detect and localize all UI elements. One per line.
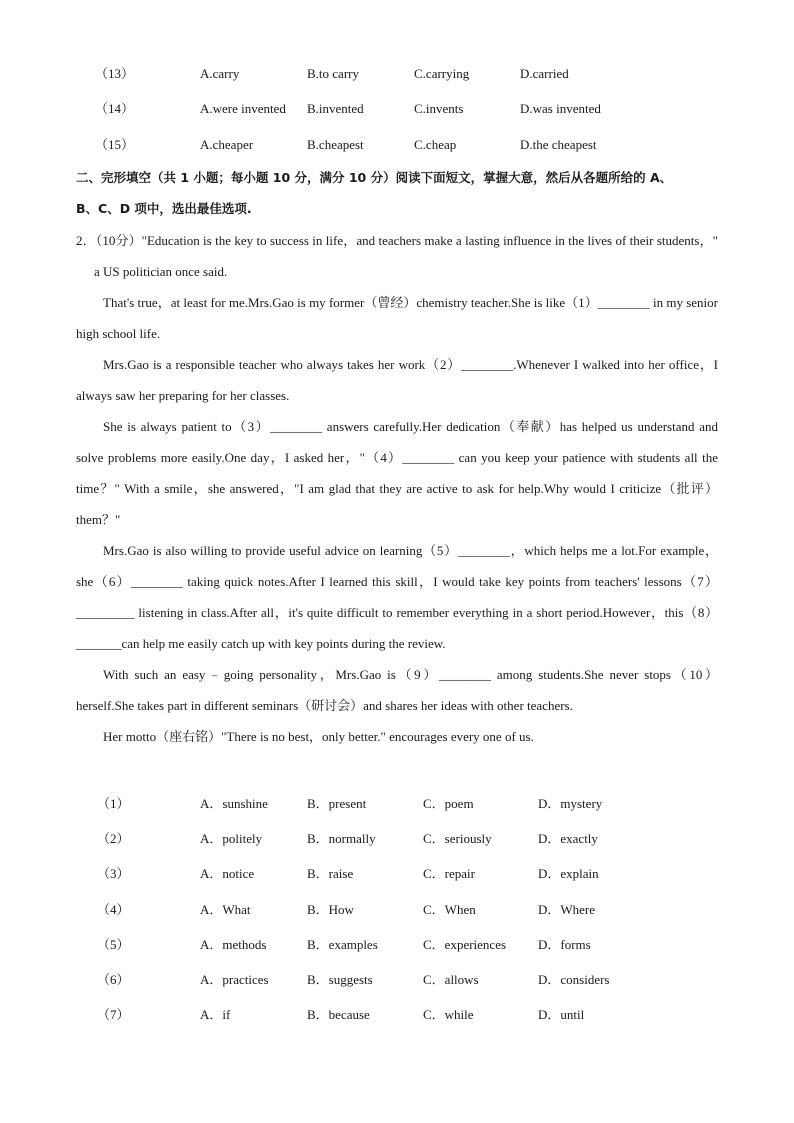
option-a: A．politely <box>200 831 263 846</box>
option-c: C．poem <box>423 796 474 811</box>
option-b: B.to carry <box>307 66 359 81</box>
passage-intro: 2．（10分）"Education is the key to success in life，and teachers make a lasting influence in the lives of their students，" a US politician once said. <box>76 233 718 279</box>
section-title <box>76 162 726 224</box>
passage-paragraph-4: Mrs.Gao is also willing to provide useful advice on learning（5）________，which helps me a lot.For example，she（6）________ taking quick notes.After I learned this skill，I would take key points from teachers' lessons（7）_________ listening in class.After all，it's quite difficult to remember everything in a short period.However，this（8）_______can help me easily catch up with key points during the review. <box>76 543 718 651</box>
option-d: D．mystery <box>538 796 603 811</box>
option-a: A．sunshine <box>200 796 268 811</box>
passage-paragraph-2: Mrs.Gao is a responsible teacher who always takes her work（2）________.Whenever I walked into her office，I always saw her preparing for her classes. <box>76 357 718 403</box>
question-number: （15） <box>95 137 135 152</box>
option-a: A．methods <box>200 937 267 952</box>
option-b: B．How <box>307 902 354 917</box>
option-row-2 <box>0 828 794 850</box>
option-d: D.carried <box>520 66 569 81</box>
question-number: （7） <box>97 1007 130 1022</box>
option-c: C．seriously <box>423 831 492 846</box>
option-a: A．if <box>200 1007 231 1022</box>
question-number: （3） <box>97 866 130 881</box>
option-c: C．repair <box>423 866 475 881</box>
option-d: D．considers <box>538 972 610 987</box>
section-title-line-2: B、C、D 项中，选出最佳选项. <box>76 201 252 216</box>
option-row-1 <box>0 793 794 815</box>
option-c: C.invents <box>414 101 464 116</box>
option-b: B．raise <box>307 866 354 881</box>
question-number: （5） <box>97 937 130 952</box>
passage-paragraph-6: Her motto（座右铭）"There is no best，only better." encourages every one of us. <box>103 729 534 744</box>
option-c: C.carrying <box>414 66 470 81</box>
option-row-5 <box>0 934 794 956</box>
option-a: A．notice <box>200 866 255 881</box>
option-d: D.was invented <box>520 101 601 116</box>
question-number: （4） <box>97 902 130 917</box>
option-d: D．forms <box>538 937 591 952</box>
option-b: B．normally <box>307 831 376 846</box>
option-b: B．examples <box>307 937 378 952</box>
option-row-14 <box>0 98 794 120</box>
option-a: A．practices <box>200 972 269 987</box>
option-row-7 <box>0 1004 794 1026</box>
option-row-15 <box>0 134 794 156</box>
option-d: D．exactly <box>538 831 598 846</box>
cloze-passage <box>76 225 718 752</box>
option-c: C.cheap <box>414 137 457 152</box>
question-number: （13） <box>95 66 135 81</box>
option-c: C．allows <box>423 972 479 987</box>
option-c: C．while <box>423 1007 474 1022</box>
question-number: （2） <box>97 831 130 846</box>
option-row-13 <box>0 63 794 85</box>
option-c: C．experiences <box>423 937 507 952</box>
passage-paragraph-5: With such an easy﹣going personality，Mrs.Gao is（9）________ among students.She never stops（10）herself.She takes part in different seminars（研讨会）and shares her ideas with other teachers. <box>76 667 718 713</box>
option-row-6 <box>0 969 794 991</box>
option-d: D．explain <box>538 866 599 881</box>
option-row-4 <box>0 899 794 921</box>
option-b: B.cheapest <box>307 137 364 152</box>
option-d: D．until <box>538 1007 585 1022</box>
passage-paragraph-1: That's true，at least for me.Mrs.Gao is my former（曾经）chemistry teacher.She is like（1）________ in my senior high school life. <box>76 295 718 341</box>
option-row-3 <box>0 863 794 885</box>
option-b: B．because <box>307 1007 370 1022</box>
section-title-line-1: 二、完形填空（共 1 小题；每小题 10 分，满分 10 分）阅读下面短文，掌握大意，然后从各题所给的 A、 <box>76 170 673 185</box>
option-b: B．present <box>307 796 367 811</box>
option-a: A.carry <box>200 66 240 81</box>
option-a: A．What <box>200 902 251 917</box>
option-d: D．Where <box>538 902 596 917</box>
option-b: B．suggests <box>307 972 373 987</box>
question-number: （6） <box>97 972 130 987</box>
option-a: A.cheaper <box>200 137 254 152</box>
option-b: B.invented <box>307 101 364 116</box>
passage-paragraph-3: She is always patient to（3）________ answers carefully.Her dedication（奉献）has helped us understand and solve problems more easily.One day，I asked her，"（4）________ can you keep your patience with students all the time？" With a smile，she answered，"I am glad that they are active to ask for help.Why would I criticize（批评）them？" <box>76 419 718 527</box>
option-d: D.the cheapest <box>520 137 597 152</box>
option-c: C．When <box>423 902 476 917</box>
question-number: （14） <box>95 101 135 116</box>
question-number: （1） <box>97 796 130 811</box>
option-a: A.were invented <box>200 101 286 116</box>
